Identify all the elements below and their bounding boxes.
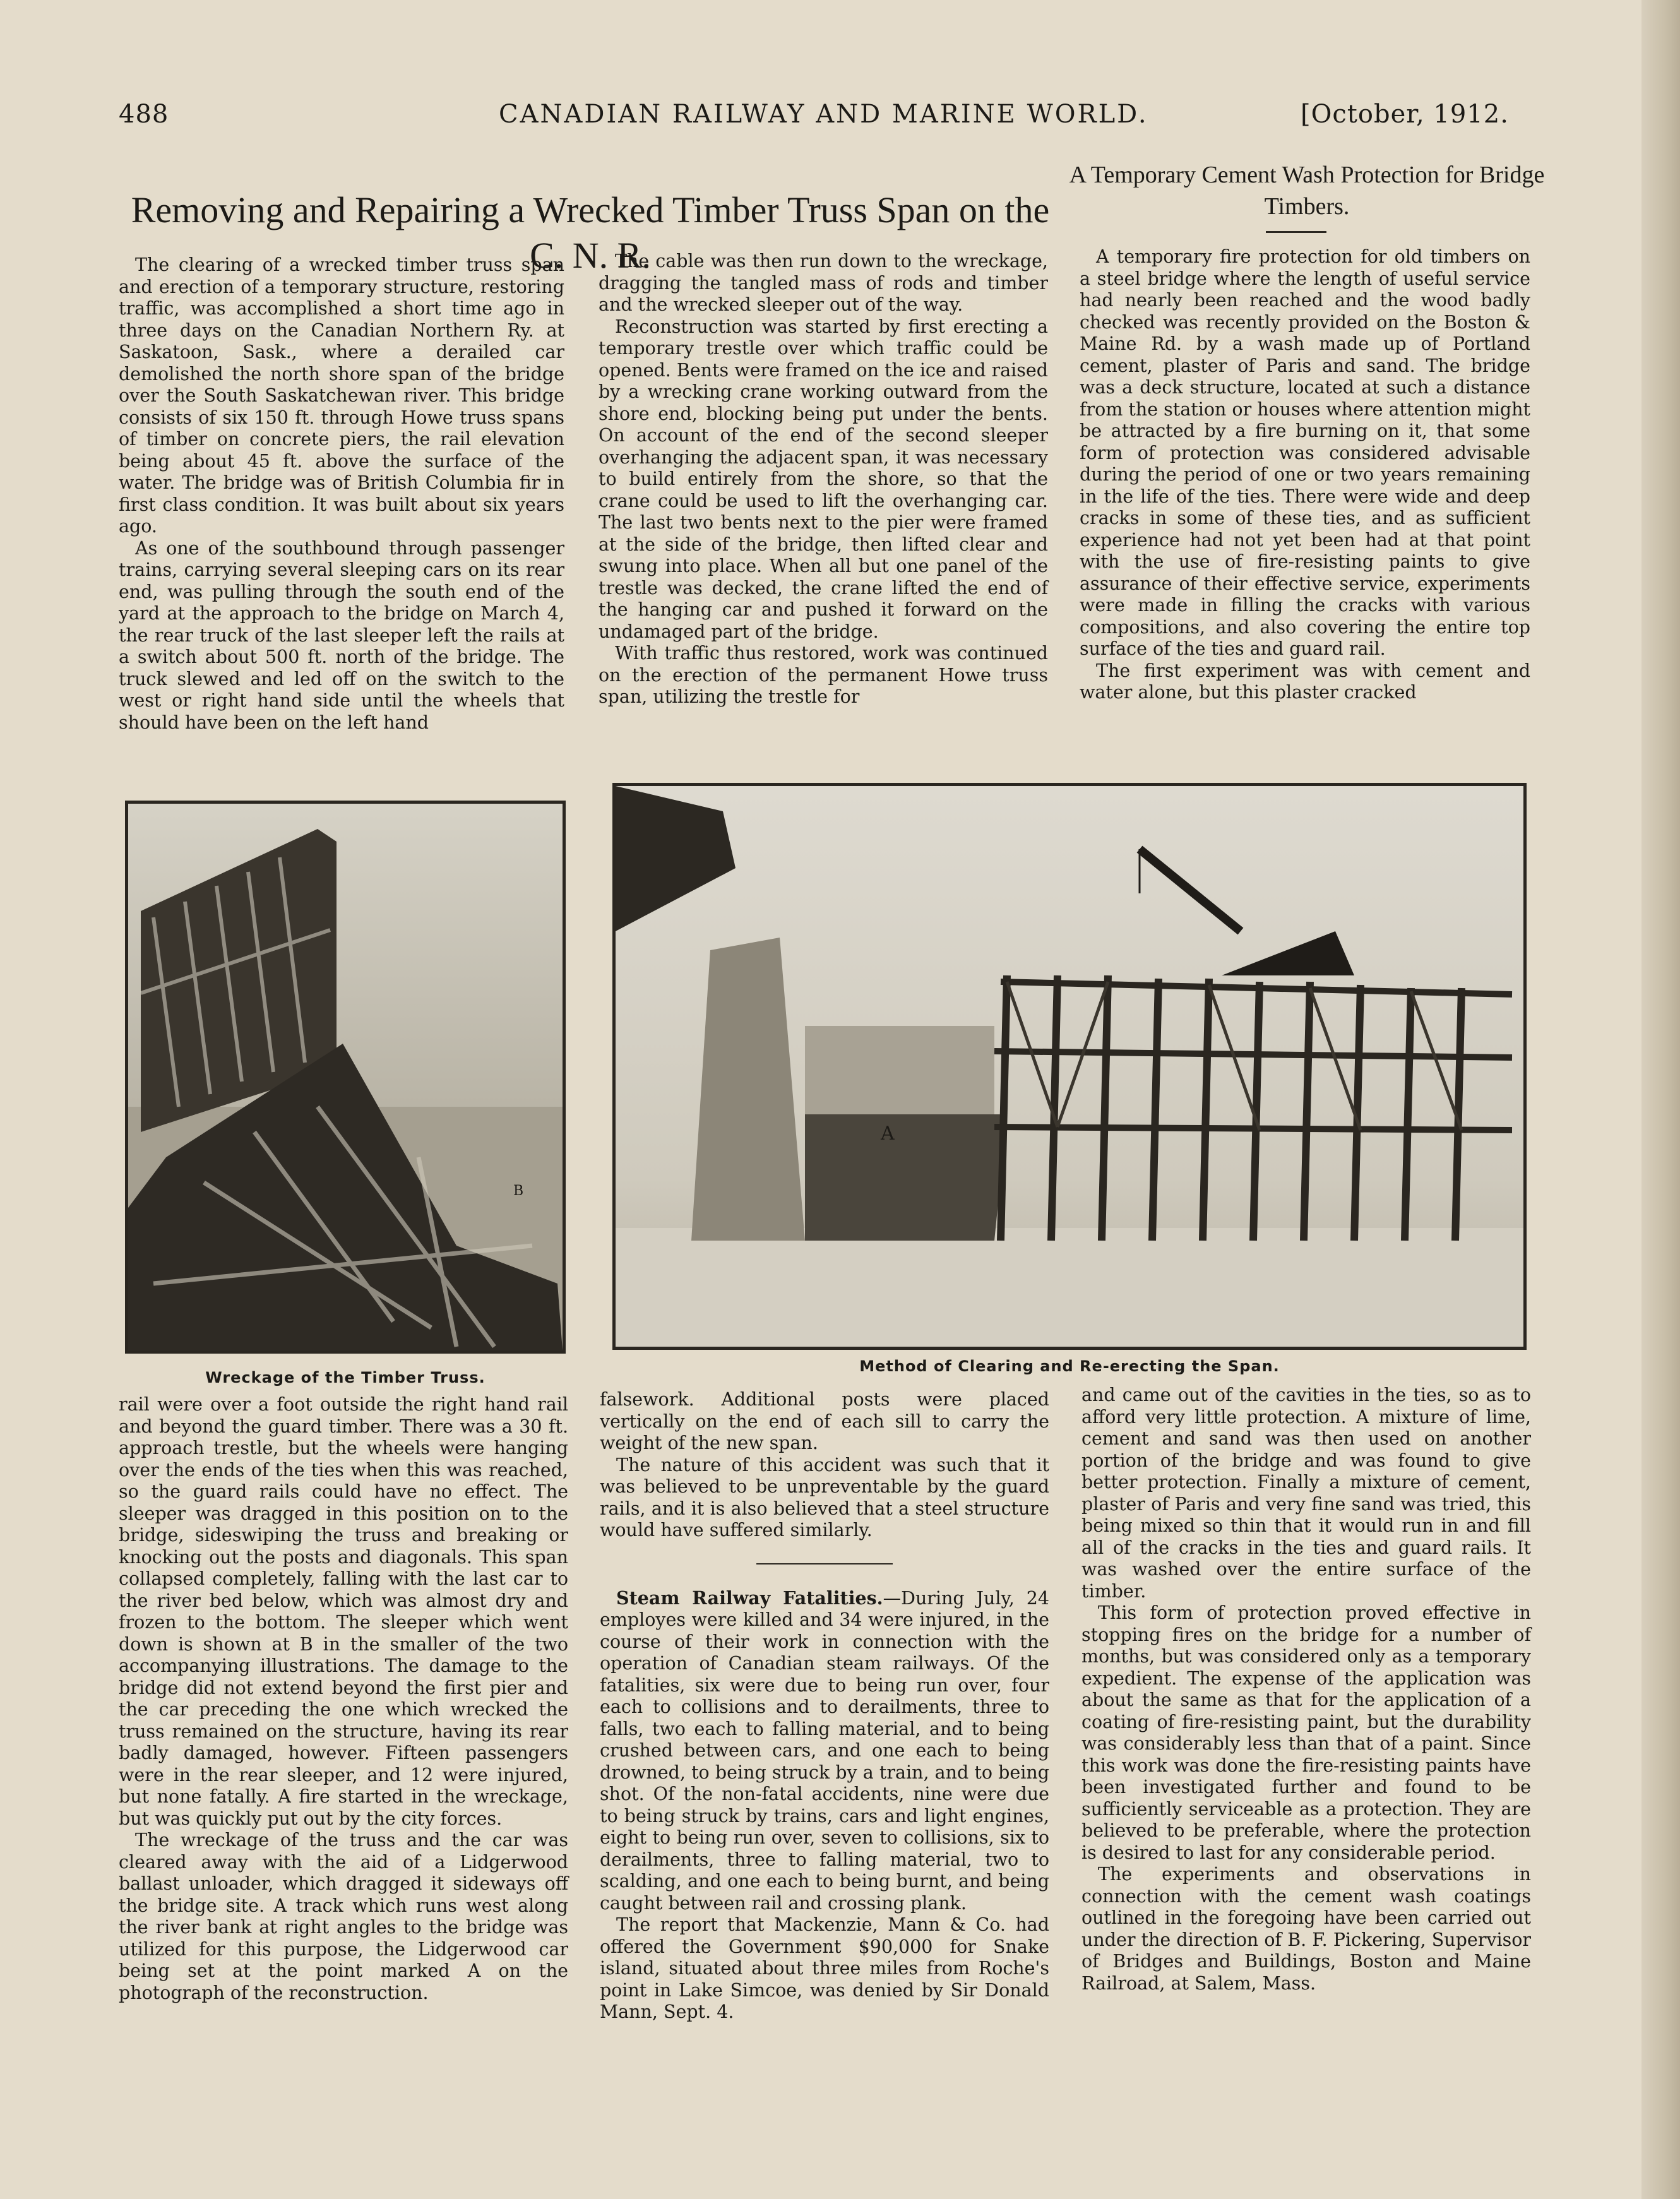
marker-b: B [513,1183,524,1199]
page-edge [1641,0,1680,2199]
paragraph: A temporary fire protection for old timbers on a steel bridge where the length of useful service had nearly been reached and the wood badly checked was recently provided on the Boston & Maine Rd. by a wash made up of Portland cement, plaster of Paris and sand. The bridge was a deck structure, located at such a distance from the station or houses where attention might be attracted by a fire burning on it, that some form of protection was considered advisable during the period of one or two years remaining in the life of the ties. There were wide and deep cracks in some of these ties, and as sufficient experience had not yet been had at that point with the use of fire-resisting paints to give assurance of their effective service, experiments were made in filling the cracks with various compositions, and also covering the entire top surface of the ties and guard rail. [1080,246,1530,659]
paragraph: The clearing of a wrecked timber truss span and erection of a temporary structure, restoring traffic, was accomplished a short time ago in three days on the Canadian Northern Ry. at Saskatoon, Sask., where a derailed car demolished the north shore span of the bridge over the South Saskatchewan river. This bridge consists of six 150 ft. through Howe truss spans of timber on concrete piers, the rail elevation being about 45 ft. above the surface of the water. The bridge was of British Columbia fir in first class condition. It was built about six years ago. [119,254,564,537]
paragraph: falsework. Additional posts were placed vertically on the end of each sill to carry the weight of the new span. [600,1389,1049,1453]
column-3-top [1080,246,1530,704]
paragraph: rail were over a foot outside the right hand rail and beyond the guard timber. There was a 30 ft. approach trestle, but the wheels were hanging over the ends of the ties when this was reached, so the guard rails could have no effect. The sleeper was dragged in this position on to the bridge, sideswiping the truss and breaking or knocking out the posts and diagonals. This span collapsed completely, falling with the last car to the river bed below, which was almost dry and frozen to the bottom. The sleeper which went down is shown at B in the smaller of the two accompanying illustrations. The damage to the bridge did not extend beyond the first pier and the car preceding the one which wrecked the truss remained on the structure, having its rear badly damaged, however. Fifteen passengers were in the rear sleeper, and 12 were injured, but none fatally. A fire started in the wreckage, but was quickly put out by the city forces. [119,1394,568,1829]
paragraph: The nature of this accident was such that it was believed to be unpreventable by the guard rails, and it is also believed that a steel structure would have suffered similarly. [600,1454,1049,1540]
article-title: Removing and Repairing a Wrecked Timber Truss Span on the C. N. R. [131,189,1050,276]
paragraph: Reconstruction was started by first erecting a temporary trestle over which traffic could be opened. Bents were framed on the ice and raised by a wrecking crane working outward from the shore end, blocking being put under the bents. On account of the end of the second sleeper overhanging the adjacent span, it was necessary to build entirely from the shore, so that the crane could be used to lift the overhanging car. The last two bents next to the pier were framed at the side of the bridge, then lifted clear and swung into place. When all but one panel of the trestle was decked, the crane lifted the end of the hanging car and pushed it forward on the undamaged part of the bridge. [599,316,1048,642]
paragraph: The cable was then run down to the wreckage, dragging the tangled mass of rods and timber and the wrecked sleeper out of the way. [599,251,1048,315]
column-2-bottom [600,1389,1049,2023]
title-divider [1266,231,1326,233]
paragraph: This form of protection proved effective in stopping fires on the bridge for a number of months, but was considered only as a temporary expedient. The expense of the application was about the same as that for the application of a coating of fire-resisting paint, but the durability was considerably less than that of a paint. Since this work was done the fire-resisting paints have been investigated further and found to be sufficiently serviceable as a protection. They are believed to be preferable, where the protection is desired to last for any considerable period. [1081,1602,1531,1863]
paragraph: The wreckage of the truss and the car was cleared away with the aid of a Lidgerwood ballast unloader, which dragged it sideways off the bridge site. A track which runs west along the river bank at right angles to the bridge was utilized for this purpose, the Lidgerwood car being set at the point marked A on the photograph of the reconstruction. [119,1830,568,2003]
marker-a: A [881,1123,895,1145]
column-2-top [599,251,1048,708]
column-1-top [119,254,564,734]
section-divider [756,1563,893,1564]
wreckage-illustration [128,804,563,1350]
paragraph: With traffic thus restored, work was continued on the erection of the permanent Howe truss span, utilizing the trestle for [599,643,1048,707]
publication-title: CANADIAN RAILWAY AND MARINE WORLD. [499,100,1148,129]
paragraph: As one of the southbound through passenger trains, carrying several sleeping cars on its rear end, was pulling through the south end of the yard at the approach to the bridge on March 4, the rear truck of the last sleeper left the rails at a switch about 500 ft. north of the bridge. The truck slewed and led off on the switch to the west or right hand side until the wheels that should have been on the left hand [119,537,564,733]
column-3-bottom [1081,1385,1531,1994]
paragraph: The first experiment was with cement and water alone, but this plaster cracked [1080,660,1530,703]
page-number: 488 [119,100,169,129]
column-1-bottom [119,1394,568,2004]
reconstruction-photo [612,783,1527,1350]
fatalities-body: —During July, 24 employes were killed and 34 were injured, in the course of their work in connection with the operation of Canadian steam railways. Of the fatalities, six were due to being run over, four each to collisions and to derailments, three to falls, two each to falling material, and to being crushed between cars, and one each to being drowned, to being struck by a train, and to being shot. Of the non-fatal accidents, nine were due to being struck by trains, cars and light engines, eight to being run over, seven to collisions, six to derailments, three to falling material, two to scalding, and one each to being burnt, and being caught between rail and crossing plank. [600,1587,1049,1914]
wreckage-photo [125,801,566,1354]
issue-date: [October, 1912. [1301,100,1509,129]
side-article-title: A Temporary Cement Wash Protection for Bridge Timbers. [1069,162,1545,220]
wreckage-caption: Wreckage of the Timber Truss. [205,1369,486,1386]
paragraph: The experiments and observations in connection with the cement wash coatings outlined in the foregoing have been carried out under the direction of B. F. Pickering, Supervisor of Bridges and Buildings, Boston and Maine Railroad, at Salem, Mass. [1081,1864,1531,1994]
paragraph: The report that Mackenzie, Mann & Co. had offered the Government $90,000 for Snake island, situated about three miles from Roche's point in Lake Simcoe, was denied by Sir Donald Mann, Sept. 4. [600,1914,1049,2022]
paragraph: and came out of the cavities in the ties, so as to afford very little protection. A mixture of lime, cement and sand was then used on another portion of the bridge and was found to give better protection. Finally a mixture of cement, plaster of Paris and very fine sand was tried, this being mixed so thin that it would run in and fill all of the cracks in the ties and guard rails. It was washed over the entire surface of the timber. [1081,1385,1531,1602]
fatalities-title: Steam Railway Fatalities. [616,1587,883,1609]
fatalities-paragraph [600,1587,1049,1915]
reconstruction-illustration [616,786,1523,1347]
reconstruction-caption: Method of Clearing and Re-erecting the Span. [859,1357,1280,1375]
